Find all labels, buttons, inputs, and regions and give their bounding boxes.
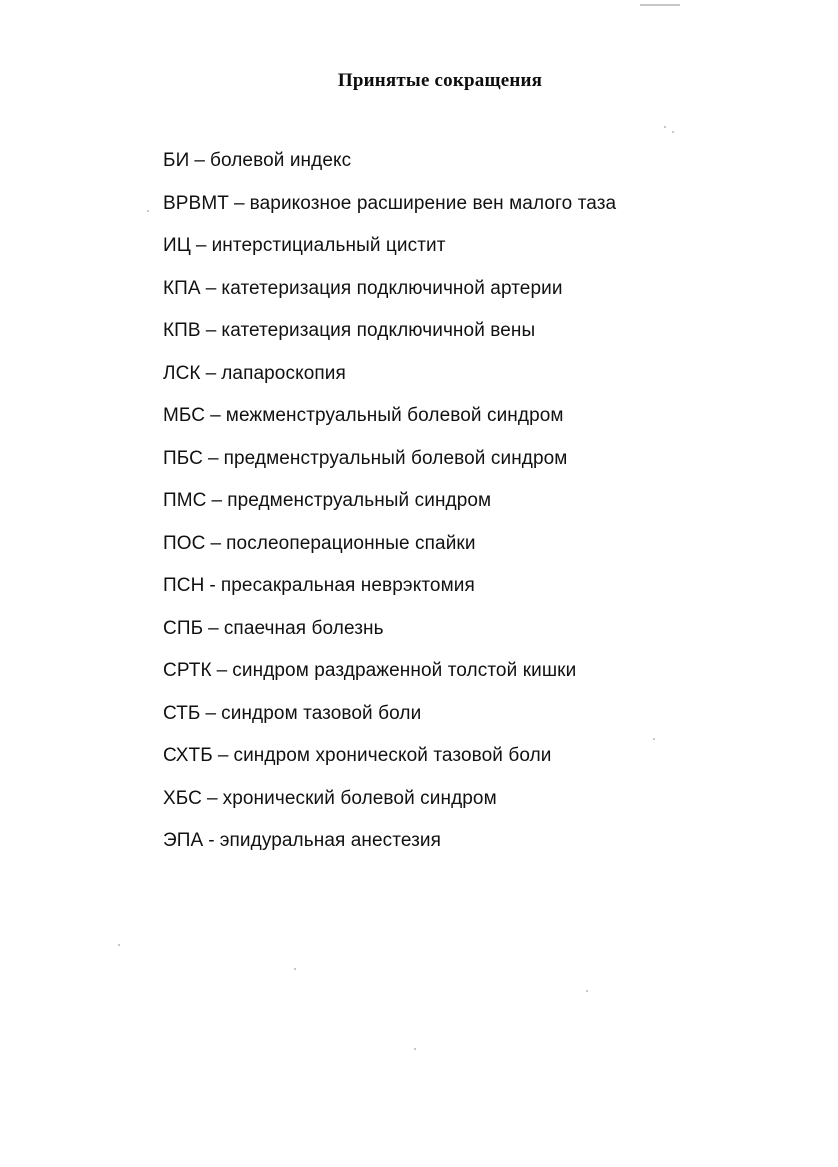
abbreviation-definition: предменструальный болевой синдром bbox=[223, 447, 568, 469]
abbreviation-separator: – bbox=[211, 490, 223, 511]
abbreviation-separator: – bbox=[210, 532, 222, 554]
abbreviation-row bbox=[163, 532, 616, 575]
abbreviation-term: КПВ bbox=[163, 320, 201, 341]
abbreviation-definition: эпидуральная анестезия bbox=[219, 830, 442, 851]
scan-speck bbox=[586, 990, 588, 992]
abbreviation-row bbox=[163, 617, 616, 660]
scan-speck bbox=[147, 210, 149, 212]
page-title: Принятые сокращения bbox=[337, 70, 543, 91]
scan-speck bbox=[118, 944, 120, 946]
abbreviation-separator: – bbox=[233, 192, 245, 214]
abbreviation-term: ВРВМТ bbox=[163, 192, 229, 214]
abbreviation-definition: послеоперационные спайки bbox=[226, 532, 476, 554]
abbreviation-row bbox=[163, 574, 616, 617]
abbreviation-definition: болевой индекс bbox=[210, 150, 352, 171]
abbreviation-term: ИЦ bbox=[163, 235, 191, 256]
abbreviation-separator: – bbox=[206, 787, 218, 809]
abbreviation-separator: – bbox=[208, 617, 219, 639]
abbreviation-term: ПСН bbox=[163, 575, 205, 596]
scan-artifact bbox=[640, 4, 680, 6]
abbreviation-term: БИ bbox=[163, 150, 190, 171]
abbreviation-term: ЛСК bbox=[163, 362, 201, 384]
abbreviation-list bbox=[163, 149, 616, 872]
abbreviation-term: СРТК bbox=[163, 660, 212, 681]
abbreviation-row bbox=[163, 829, 616, 872]
abbreviation-definition: синдром раздраженной толстой кишки bbox=[232, 660, 577, 681]
abbreviation-term: СТБ bbox=[163, 702, 201, 724]
abbreviation-definition: пресакральная неврэктомия bbox=[220, 575, 475, 596]
scan-speck bbox=[294, 968, 296, 970]
abbreviation-separator: – bbox=[194, 150, 205, 171]
abbreviation-row bbox=[163, 489, 616, 532]
abbreviation-separator: – bbox=[205, 702, 217, 724]
abbreviation-row bbox=[163, 702, 616, 745]
abbreviation-term: ПБС bbox=[163, 447, 203, 469]
abbreviation-definition: лапароскопия bbox=[221, 362, 346, 384]
abbreviation-separator: – bbox=[195, 235, 207, 256]
abbreviation-term: СХТБ bbox=[163, 745, 213, 766]
abbreviation-separator: – bbox=[205, 320, 217, 341]
abbreviation-row bbox=[163, 319, 616, 362]
abbreviation-term: ХБС bbox=[163, 787, 202, 809]
abbreviation-row bbox=[163, 787, 616, 830]
abbreviation-definition: варикозное расширение вен малого таза bbox=[249, 192, 617, 214]
abbreviation-definition: интерстициальный цистит bbox=[211, 235, 446, 256]
abbreviation-row bbox=[163, 404, 616, 447]
abbreviation-definition: синдром тазовой боли bbox=[221, 702, 422, 724]
scan-speck bbox=[653, 738, 655, 740]
abbreviation-separator: – bbox=[205, 362, 217, 384]
abbreviation-separator: – bbox=[210, 405, 221, 426]
abbreviation-separator: – bbox=[216, 660, 228, 681]
abbreviation-term: КПА bbox=[163, 277, 201, 299]
abbreviation-term: СПБ bbox=[163, 617, 204, 639]
abbreviation-row bbox=[163, 744, 616, 787]
abbreviation-row bbox=[163, 149, 616, 192]
abbreviation-definition: межменструальный болевой синдром bbox=[225, 405, 564, 426]
abbreviation-term: ПОС bbox=[163, 532, 206, 554]
abbreviation-row bbox=[163, 234, 616, 277]
abbreviation-definition: катетеризация подключичной артерии bbox=[221, 277, 563, 299]
scan-speck bbox=[664, 126, 666, 128]
abbreviation-term: ЭПА bbox=[163, 830, 204, 851]
abbreviation-separator: - bbox=[208, 830, 215, 851]
abbreviation-term: ПМС bbox=[163, 490, 207, 511]
abbreviation-definition: спаечная болезнь bbox=[223, 617, 384, 639]
abbreviation-row bbox=[163, 362, 616, 405]
abbreviation-row bbox=[163, 447, 616, 490]
abbreviation-row bbox=[163, 277, 616, 320]
abbreviation-separator: - bbox=[209, 575, 216, 596]
abbreviation-term: МБС bbox=[163, 405, 206, 426]
scan-speck bbox=[414, 1048, 416, 1050]
abbreviation-separator: – bbox=[205, 277, 217, 299]
abbreviation-row bbox=[163, 192, 616, 235]
abbreviation-definition: синдром хронической тазовой боли bbox=[233, 745, 552, 766]
abbreviation-separator: – bbox=[217, 745, 229, 766]
scan-speck bbox=[672, 131, 674, 133]
abbreviation-row bbox=[163, 659, 616, 702]
abbreviation-definition: катетеризация подключичной вены bbox=[221, 320, 536, 341]
abbreviation-definition: предменструальный синдром bbox=[227, 490, 492, 511]
abbreviation-separator: – bbox=[207, 447, 219, 469]
abbreviation-definition: хронический болевой синдром bbox=[222, 787, 497, 809]
